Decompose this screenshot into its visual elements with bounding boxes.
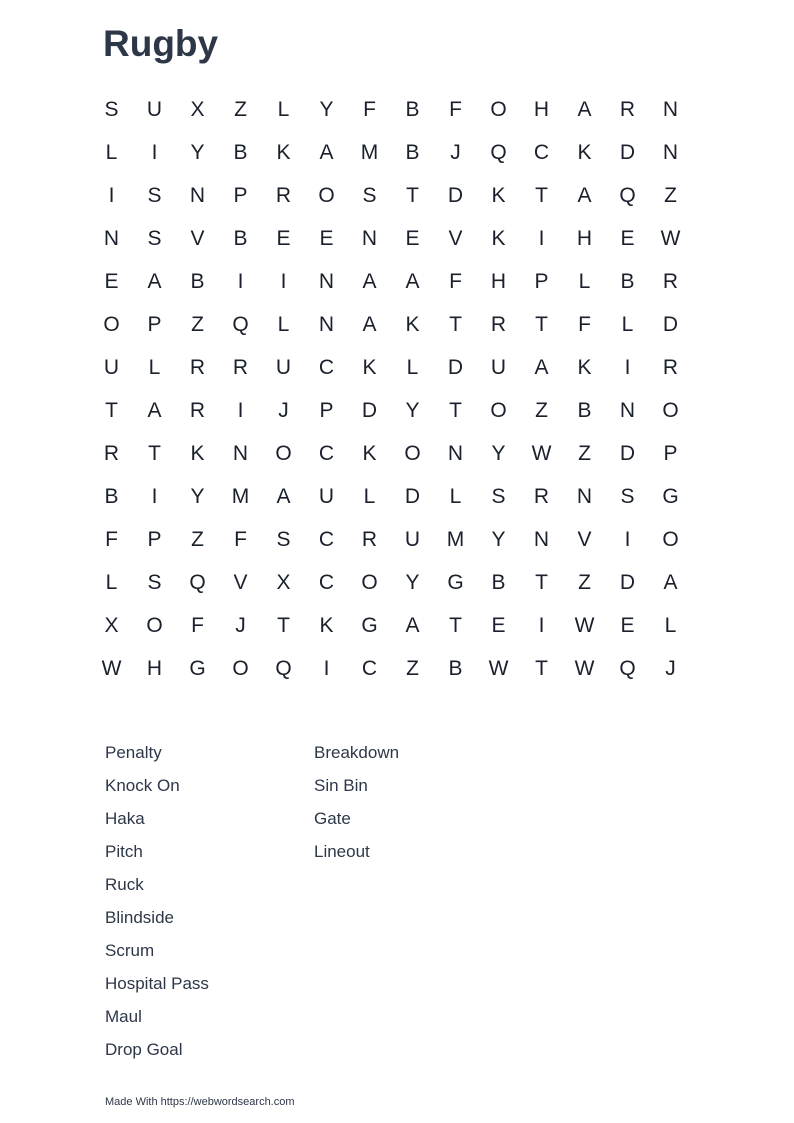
grid-cell: P — [319, 398, 334, 422]
grid-cell: I — [624, 527, 631, 551]
grid-cell: T — [535, 312, 548, 336]
grid-cell: I — [151, 484, 158, 508]
grid-cell: O — [275, 441, 292, 465]
grid-cell: R — [619, 97, 636, 121]
grid-cell: K — [362, 355, 377, 379]
grid-cell: Z — [406, 656, 419, 680]
grid-cell: W — [574, 656, 595, 680]
grid-cell: K — [491, 226, 506, 250]
grid-cell: S — [147, 226, 162, 250]
grid-cell: W — [531, 441, 552, 465]
grid-cell: H — [490, 269, 507, 293]
grid-cell: D — [361, 398, 378, 422]
grid-cell: O — [361, 570, 378, 594]
grid-cell: R — [490, 312, 507, 336]
grid-cell: S — [276, 527, 291, 551]
grid-cell: M — [360, 140, 379, 164]
grid-cell: C — [533, 140, 550, 164]
grid-cell: A — [534, 355, 549, 379]
grid-cell: S — [147, 183, 162, 207]
grid-cell: T — [449, 398, 462, 422]
word-list-item: Hospital Pass — [105, 974, 209, 993]
grid-cell: D — [447, 183, 464, 207]
grid-cell: L — [578, 269, 591, 293]
grid-cell: B — [233, 140, 248, 164]
grid-cell: C — [318, 355, 335, 379]
grid-cell: U — [404, 527, 421, 551]
grid-cell: E — [620, 613, 635, 637]
grid-cell: D — [619, 570, 636, 594]
grid-cell: K — [319, 613, 334, 637]
grid-cell: G — [361, 613, 378, 637]
grid-cell: N — [662, 97, 679, 121]
grid-cell: I — [237, 269, 244, 293]
grid-cell: K — [405, 312, 420, 336]
grid-cell: W — [488, 656, 509, 680]
grid-cell: W — [574, 613, 595, 637]
grid-cell: Y — [491, 527, 506, 551]
grid-cell: P — [233, 183, 248, 207]
word-list-column-2 — [314, 736, 523, 1066]
grid-cell: N — [189, 183, 206, 207]
grid-cell: A — [405, 269, 420, 293]
grid-cell: Q — [275, 656, 292, 680]
grid-cell: I — [624, 355, 631, 379]
grid-cell: W — [101, 656, 122, 680]
grid-cell: O — [232, 656, 249, 680]
word-list-item: Ruck — [105, 875, 144, 894]
grid-cell: L — [664, 613, 677, 637]
grid-cell: B — [190, 269, 205, 293]
grid-cell: R — [189, 398, 206, 422]
grid-cell: H — [533, 97, 550, 121]
grid-cell: F — [449, 97, 462, 121]
grid-cell: Y — [190, 484, 205, 508]
grid-cell: L — [277, 97, 290, 121]
grid-cell: I — [323, 656, 330, 680]
grid-cell: Q — [490, 140, 507, 164]
grid-cell: A — [147, 269, 162, 293]
grid-cell: D — [447, 355, 464, 379]
grid-cell: Q — [619, 183, 636, 207]
grid-cell: N — [533, 527, 550, 551]
grid-cell: Y — [319, 97, 334, 121]
grid-cell: K — [190, 441, 205, 465]
grid-cell: N — [662, 140, 679, 164]
grid-cell: A — [362, 269, 377, 293]
grid-cell: T — [449, 312, 462, 336]
grid-cell: Z — [191, 312, 204, 336]
grid-cell: E — [319, 226, 334, 250]
grid-cell: K — [491, 183, 506, 207]
word-list-item: Blindside — [105, 908, 174, 927]
grid-cell: R — [533, 484, 550, 508]
word-list-item: Pitch — [105, 842, 143, 861]
grid-cell: A — [577, 97, 592, 121]
grid-cell: Q — [619, 656, 636, 680]
grid-cell: T — [535, 570, 548, 594]
grid-cell: I — [108, 183, 115, 207]
grid-cell: B — [233, 226, 248, 250]
word-list-item: Scrum — [105, 941, 155, 960]
grid-cell: I — [237, 398, 244, 422]
grid-cell: N — [103, 226, 120, 250]
grid-cell: E — [405, 226, 420, 250]
grid-cell: U — [275, 355, 292, 379]
grid-cell: H — [146, 656, 163, 680]
grid-cell: C — [318, 527, 335, 551]
grid-cell: C — [318, 441, 335, 465]
grid-cell: W — [660, 226, 681, 250]
grid-cell: Y — [405, 398, 420, 422]
grid-cell: L — [148, 355, 161, 379]
grid-cell: N — [576, 484, 593, 508]
word-list-item: Sin Bin — [314, 776, 368, 795]
grid-cell: S — [620, 484, 635, 508]
grid-cell: G — [662, 484, 679, 508]
grid-cell: S — [147, 570, 162, 594]
grid-cell: X — [190, 97, 205, 121]
grid-cell: A — [405, 613, 420, 637]
word-list — [105, 736, 523, 1066]
grid-cell: Q — [232, 312, 249, 336]
grid-cell: V — [233, 570, 248, 594]
grid-cell: N — [361, 226, 378, 250]
grid-cell: N — [318, 312, 335, 336]
grid-cell: Z — [578, 570, 591, 594]
page-title: Rugby — [103, 23, 219, 64]
grid-cell: B — [620, 269, 635, 293]
grid-cell: L — [277, 312, 290, 336]
grid-cell: Z — [535, 398, 548, 422]
word-list-item: Drop Goal — [105, 1040, 183, 1059]
grid-cell: D — [662, 312, 679, 336]
grid-cell: E — [491, 613, 506, 637]
grid-cell: O — [318, 183, 335, 207]
grid-cell: J — [278, 398, 289, 422]
grid-cell: O — [490, 398, 507, 422]
grid-cell: D — [619, 441, 636, 465]
grid-cell: F — [578, 312, 591, 336]
grid-cell: A — [663, 570, 678, 594]
grid-cell: J — [450, 140, 461, 164]
grid-cell: N — [619, 398, 636, 422]
grid-cell: M — [231, 484, 250, 508]
letter-grid — [90, 88, 692, 690]
grid-cell: Y — [491, 441, 506, 465]
grid-cell: L — [449, 484, 462, 508]
grid-cell: G — [447, 570, 464, 594]
grid-cell: Y — [190, 140, 205, 164]
word-list-column-1 — [105, 736, 314, 1066]
grid-cell: X — [104, 613, 119, 637]
grid-cell: C — [361, 656, 378, 680]
grid-cell: P — [147, 527, 162, 551]
grid-cell: K — [362, 441, 377, 465]
grid-cell: V — [577, 527, 592, 551]
grid-cell: B — [405, 140, 420, 164]
grid-cell: N — [232, 441, 249, 465]
grid-cell: T — [449, 613, 462, 637]
word-list-item: Knock On — [105, 776, 180, 795]
grid-cell: O — [662, 398, 679, 422]
grid-cell: R — [662, 355, 679, 379]
grid-cell: R — [275, 183, 292, 207]
grid-cell: S — [362, 183, 377, 207]
grid-cell: Z — [578, 441, 591, 465]
grid-cell: C — [318, 570, 335, 594]
grid-cell: O — [490, 97, 507, 121]
word-list-item: Haka — [105, 809, 145, 828]
word-list-item: Maul — [105, 1007, 142, 1026]
grid-cell: O — [404, 441, 421, 465]
grid-cell: A — [147, 398, 162, 422]
grid-cell: F — [363, 97, 376, 121]
grid-cell: X — [276, 570, 291, 594]
grid-cell: I — [538, 226, 545, 250]
grid-cell: N — [318, 269, 335, 293]
grid-cell: E — [276, 226, 291, 250]
grid-cell: R — [189, 355, 206, 379]
grid-cell: R — [662, 269, 679, 293]
grid-cell: K — [276, 140, 291, 164]
grid-cell: R — [103, 441, 120, 465]
grid-cell: J — [665, 656, 676, 680]
grid-cell: R — [361, 527, 378, 551]
grid-cell: L — [105, 140, 118, 164]
grid-cell: F — [105, 527, 118, 551]
word-list-item: Penalty — [105, 743, 162, 762]
grid-cell: U — [318, 484, 335, 508]
grid-cell: D — [404, 484, 421, 508]
grid-cell: Z — [234, 97, 247, 121]
word-list-item: Breakdown — [314, 743, 400, 762]
grid-cell: U — [490, 355, 507, 379]
grid-cell: A — [362, 312, 377, 336]
grid-cell: T — [406, 183, 419, 207]
grid-cell: I — [538, 613, 545, 637]
grid-cell: F — [191, 613, 204, 637]
grid-cell: V — [448, 226, 463, 250]
footer-credit: Made With https://webwordsearch.com — [105, 1096, 295, 1108]
grid-cell: A — [276, 484, 291, 508]
grid-cell: L — [105, 570, 118, 594]
grid-cell: F — [234, 527, 247, 551]
grid-cell: K — [577, 140, 592, 164]
grid-cell: L — [363, 484, 376, 508]
word-list-item: Lineout — [314, 842, 370, 861]
grid-cell: Z — [664, 183, 677, 207]
grid-cell: T — [535, 656, 548, 680]
grid-cell: G — [189, 656, 206, 680]
grid-cell: O — [662, 527, 679, 551]
grid-cell: E — [620, 226, 635, 250]
grid-cell: Q — [189, 570, 206, 594]
grid-cell: L — [406, 355, 419, 379]
grid-cell: I — [151, 140, 158, 164]
grid-cell: S — [104, 97, 119, 121]
grid-cell: A — [319, 140, 334, 164]
grid-cell: Z — [191, 527, 204, 551]
grid-cell: J — [235, 613, 246, 637]
grid-cell: T — [535, 183, 548, 207]
grid-cell: D — [619, 140, 636, 164]
grid-cell: I — [280, 269, 287, 293]
grid-cell: P — [663, 441, 678, 465]
grid-cell: E — [104, 269, 119, 293]
grid-cell: V — [190, 226, 205, 250]
word-list-item: Gate — [314, 809, 351, 828]
grid-cell: B — [104, 484, 119, 508]
grid-cell: F — [449, 269, 462, 293]
grid-cell: T — [105, 398, 118, 422]
grid-cell: B — [577, 398, 592, 422]
grid-cell: O — [146, 613, 163, 637]
grid-cell: L — [621, 312, 634, 336]
grid-cell: U — [103, 355, 120, 379]
grid-cell: B — [405, 97, 420, 121]
grid-cell: K — [577, 355, 592, 379]
grid-cell: B — [491, 570, 506, 594]
grid-cell: N — [447, 441, 464, 465]
grid-cell: O — [103, 312, 120, 336]
grid-cell: R — [232, 355, 249, 379]
grid-cell: Y — [405, 570, 420, 594]
grid-cell: T — [148, 441, 161, 465]
grid-cell: H — [576, 226, 593, 250]
grid-cell: P — [147, 312, 162, 336]
grid-cell: M — [446, 527, 465, 551]
grid-cell: U — [146, 97, 163, 121]
grid-cell: A — [577, 183, 592, 207]
grid-cell: S — [491, 484, 506, 508]
grid-cell: P — [534, 269, 549, 293]
grid-cell: T — [277, 613, 290, 637]
grid-cell: B — [448, 656, 463, 680]
